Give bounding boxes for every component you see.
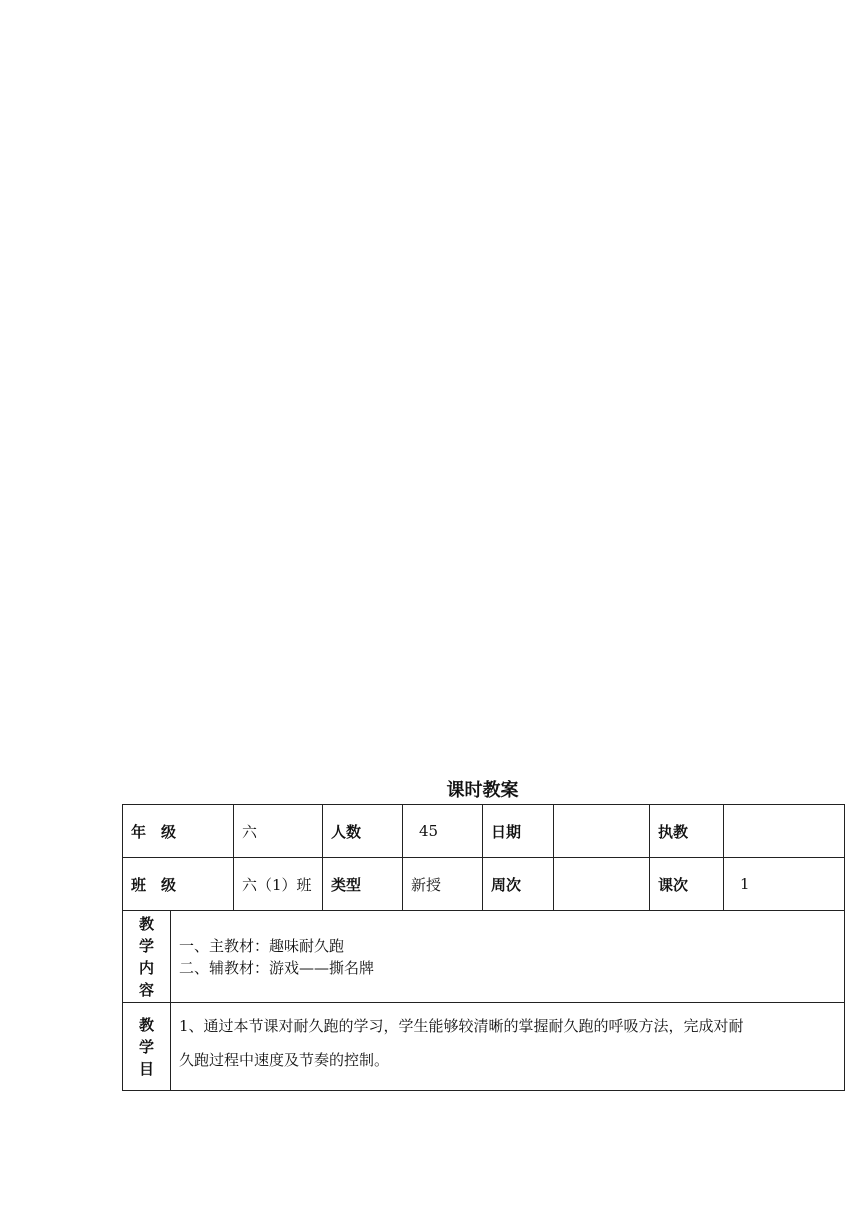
teaching-objective-label bbox=[123, 1003, 171, 1091]
grade-value: 六 bbox=[234, 805, 323, 858]
label-char: 学 bbox=[138, 936, 154, 955]
label-char: 教 bbox=[138, 1015, 154, 1034]
date-label: 日期 bbox=[483, 805, 554, 858]
label-char: 教 bbox=[138, 914, 154, 933]
lesson-value: 1 bbox=[724, 858, 845, 911]
date-value bbox=[554, 805, 650, 858]
content-line: 二、辅教材：游戏——撕名牌 bbox=[179, 958, 375, 977]
count-label: 人数 bbox=[323, 805, 403, 858]
table-row bbox=[123, 1003, 845, 1091]
teaching-objective bbox=[171, 1003, 845, 1091]
table-row bbox=[123, 911, 845, 1003]
type-label: 类型 bbox=[323, 858, 403, 911]
objective-line: 久跑过程中速度及节奏的控制。 bbox=[179, 1051, 390, 1069]
page-title: 课时教案 bbox=[446, 780, 519, 801]
week-value bbox=[554, 858, 650, 911]
label-char: 目 bbox=[138, 1059, 154, 1078]
content-line: 一、主教材：趣味耐久跑 bbox=[179, 936, 345, 955]
type-value: 新授 bbox=[403, 858, 483, 911]
table-row bbox=[123, 805, 845, 858]
label-char: 容 bbox=[138, 980, 154, 999]
teacher-label: 执教 bbox=[650, 805, 724, 858]
label-char: 内 bbox=[138, 958, 154, 977]
count-value: 45 bbox=[403, 805, 483, 858]
teacher-value bbox=[724, 805, 845, 858]
teaching-content-label bbox=[123, 911, 171, 1003]
class-value: 六（1）班 bbox=[234, 858, 323, 911]
label-char: 学 bbox=[138, 1037, 154, 1056]
table-row bbox=[123, 858, 845, 911]
class-label: 班 级 bbox=[123, 858, 234, 911]
lesson-plan-table bbox=[122, 804, 845, 1091]
grade-label: 年 级 bbox=[123, 805, 234, 858]
lesson-label: 课次 bbox=[650, 858, 724, 911]
week-label: 周次 bbox=[483, 858, 554, 911]
objective-line: 1、通过本节课对耐久跑的学习，学生能够较清晰的掌握耐久跑的呼吸方法，完成对耐 bbox=[179, 1017, 744, 1035]
teaching-content bbox=[171, 911, 845, 1003]
